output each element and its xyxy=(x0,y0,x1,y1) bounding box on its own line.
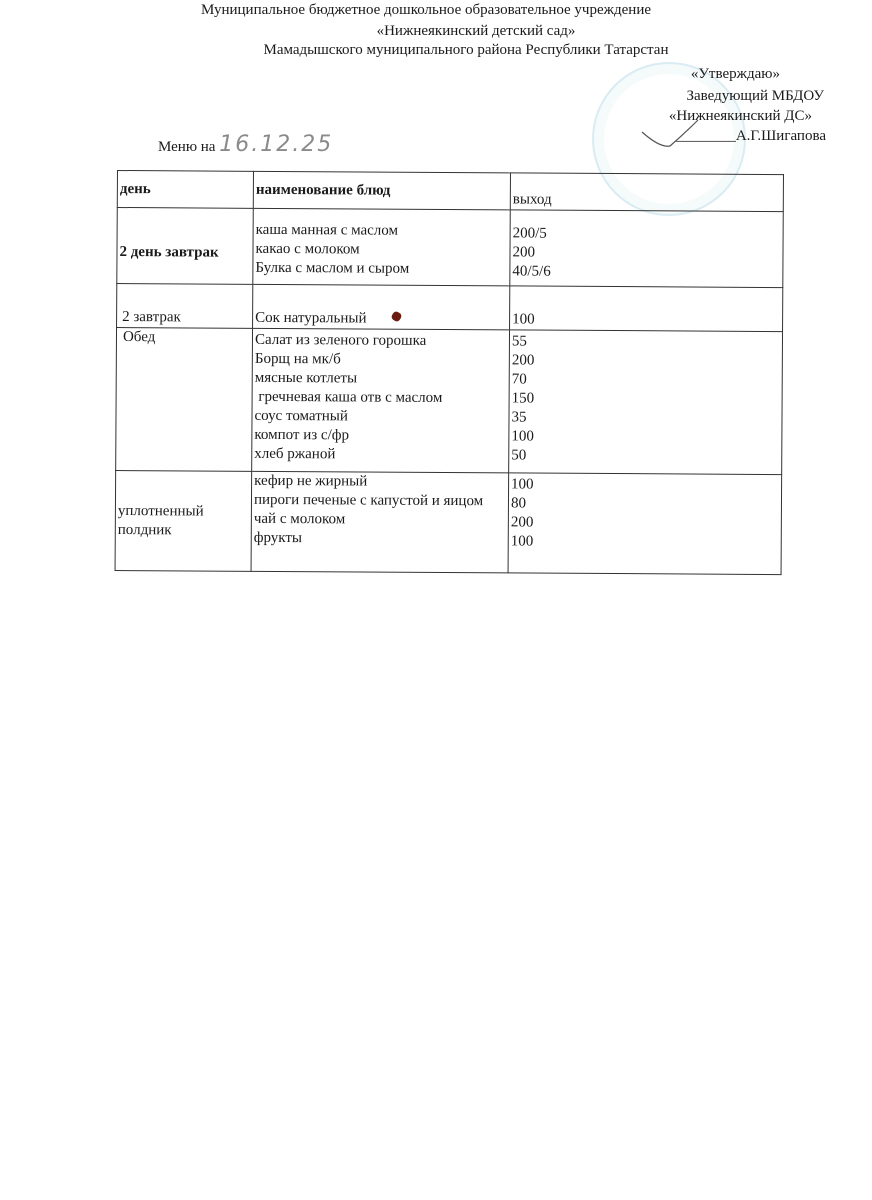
meal-name: Обед xyxy=(116,328,253,472)
portion: 70 xyxy=(511,371,527,388)
table-row xyxy=(115,470,782,574)
dish: каша манная с маслом xyxy=(255,221,399,239)
portion: 150 xyxy=(511,390,535,407)
dish-list xyxy=(252,328,510,473)
portion: 80 xyxy=(510,495,527,512)
dish: компот из с/фр xyxy=(254,426,350,444)
approval-signature: ________А.Г.Шигапова xyxy=(675,128,826,144)
dish: соус томатный xyxy=(254,407,348,425)
menu-table xyxy=(115,170,784,575)
portion: 40/5/6 xyxy=(512,263,551,280)
table-row xyxy=(117,208,783,288)
dish: фрукты xyxy=(253,529,303,547)
dish: кефир не жирный xyxy=(254,472,368,490)
org-name-line2: «Нижнеякинский детский сад» xyxy=(376,23,576,39)
portion: 200 xyxy=(510,514,534,531)
dish: чай с молоком xyxy=(253,510,346,528)
portion-list xyxy=(510,286,783,332)
header-portion: выход xyxy=(510,173,783,212)
table-row xyxy=(116,328,783,475)
dish: хлеб ржаной xyxy=(254,445,336,463)
dish: Борщ на мк/б xyxy=(254,350,341,368)
org-name-line3: Мамадышского муниципального района Республики Татарстан xyxy=(263,42,669,58)
portion: 100 xyxy=(512,311,535,328)
meal-name: уплотненный полдник xyxy=(115,470,252,571)
header-dish: наименование блюд xyxy=(253,171,510,210)
table-header-row xyxy=(117,171,783,212)
portion: 200/5 xyxy=(512,225,547,242)
dish: Салат из зеленого горошка xyxy=(254,331,427,349)
portion-list xyxy=(509,330,783,475)
dish: мясные котлеты xyxy=(254,369,358,387)
portion: 100 xyxy=(510,533,534,550)
portion: 200 xyxy=(512,244,536,261)
dish: какао с молоком xyxy=(255,240,360,258)
approval-title: «Утверждаю» xyxy=(690,66,780,82)
portion: 100 xyxy=(511,476,534,493)
meal-name: 2 завтрак xyxy=(117,284,253,329)
org-name-line1: Муниципальное бюджетное дошкольное образовательное учреждение xyxy=(201,2,651,18)
portion: 50 xyxy=(511,447,527,464)
dish: Булка с маслом и сыром xyxy=(255,259,410,277)
dish: гречневая каша отв с маслом xyxy=(254,388,443,406)
portion: 55 xyxy=(511,333,528,350)
menu-date-line xyxy=(158,132,333,157)
menu-label: Меню на xyxy=(158,139,216,155)
header-day: день xyxy=(117,171,253,209)
dish-list xyxy=(253,208,510,286)
dish: Сок натуральный xyxy=(255,309,367,327)
portion: 35 xyxy=(511,409,527,426)
table-row xyxy=(117,284,783,332)
menu-date: 16.12.25 xyxy=(219,132,334,157)
portion: 200 xyxy=(511,352,535,369)
portion-list xyxy=(508,473,782,575)
approval-position: Заведующий МБДОУ xyxy=(686,88,824,104)
approval-org: «Нижнеякинский ДС» xyxy=(668,108,812,124)
dish-list xyxy=(253,284,510,330)
signature-mark xyxy=(640,118,720,154)
portion-list xyxy=(510,210,783,288)
meal-name: 2 день завтрак xyxy=(117,208,253,285)
dish: пироги печеные с капустой и яицом xyxy=(253,491,484,510)
dish-list xyxy=(251,471,509,573)
portion: 100 xyxy=(511,428,534,445)
